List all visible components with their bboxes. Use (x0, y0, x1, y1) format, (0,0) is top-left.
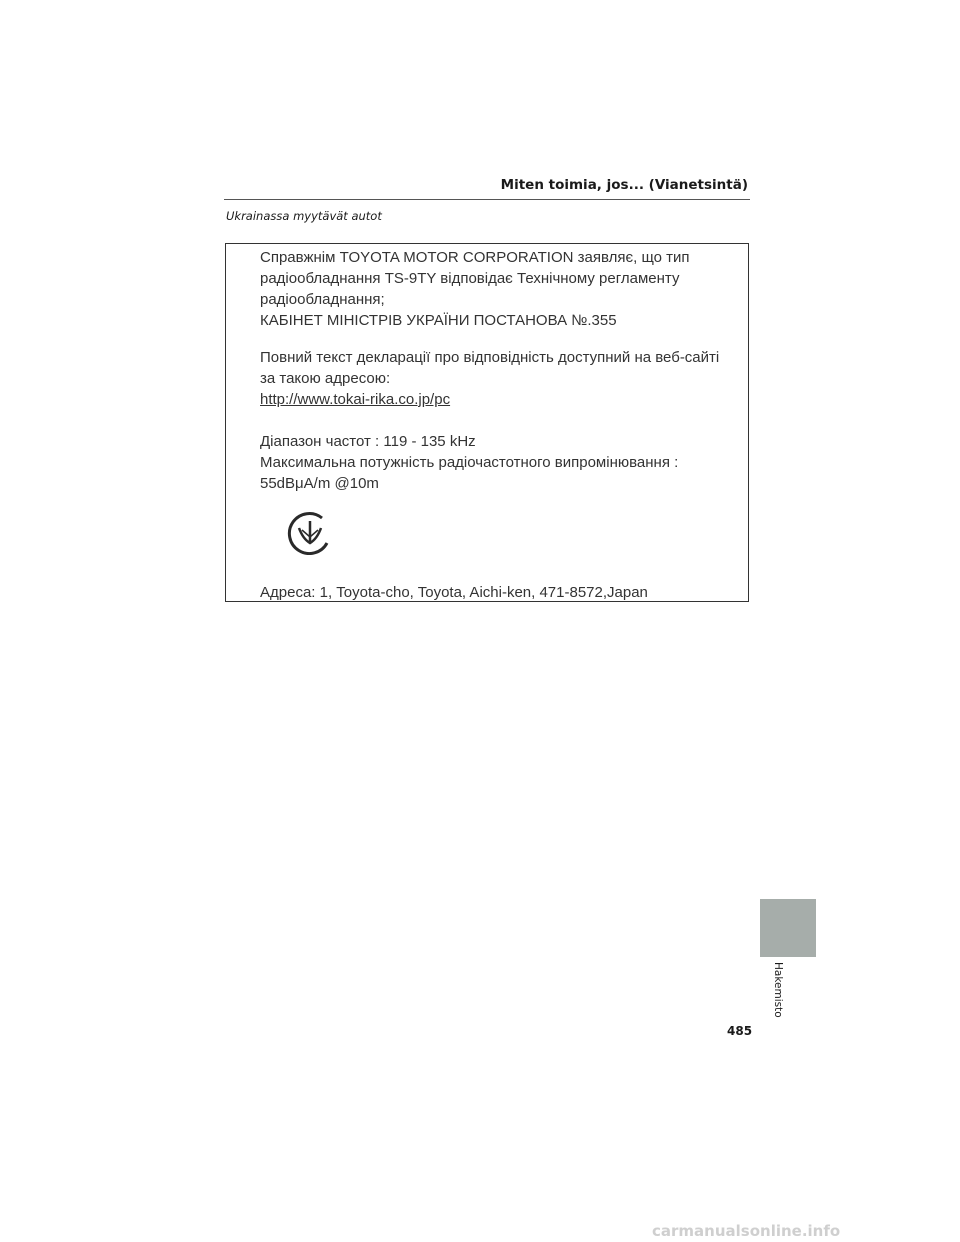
chapter-side-label: Hakemisto (772, 962, 784, 1018)
declaration-line: Максимальна потужність радіочастотного випромінювання : (260, 454, 679, 471)
header-divider (224, 199, 750, 200)
page-header-title: Miten toimia, jos... (Vianetsintä) (500, 177, 748, 193)
declaration-line: за такою адресою: (260, 370, 391, 387)
declaration-address: Адреса: 1, Toyota-cho, Toyota, Aichi-ken, 471-8572,Japan (260, 584, 648, 601)
declaration-line: КАБІНЕТ МІНІСТРІВ УКРАЇНИ ПОСТАНОВА №.355 (260, 312, 617, 329)
declaration-line: радіообладнання TS-9TY відповідає Технічному регламенту (260, 270, 680, 287)
declaration-line: 55dBμA/m @10m (260, 475, 379, 492)
declaration-box (225, 243, 749, 602)
section-title: Ukrainassa myytävät autot (226, 209, 382, 223)
declaration-line: Справжнім TOYOTA MOTOR CORPORATION заявляє, що тип (260, 249, 690, 266)
declaration-url-link[interactable]: http://www.tokai-rika.co.jp/pc (260, 391, 451, 408)
ukraine-conformity-mark-icon (287, 509, 333, 555)
declaration-line: Повний текст декларації про відповідність доступний на веб-сайті (260, 349, 720, 366)
page-number: 485 (727, 1024, 753, 1038)
declaration-line: радіообладнання; (260, 291, 385, 308)
watermark: carmanualsonline.info (652, 1222, 841, 1240)
declaration-line: Діапазон частот : 119 - 135 kHz (260, 433, 476, 450)
chapter-side-tab (760, 899, 816, 957)
